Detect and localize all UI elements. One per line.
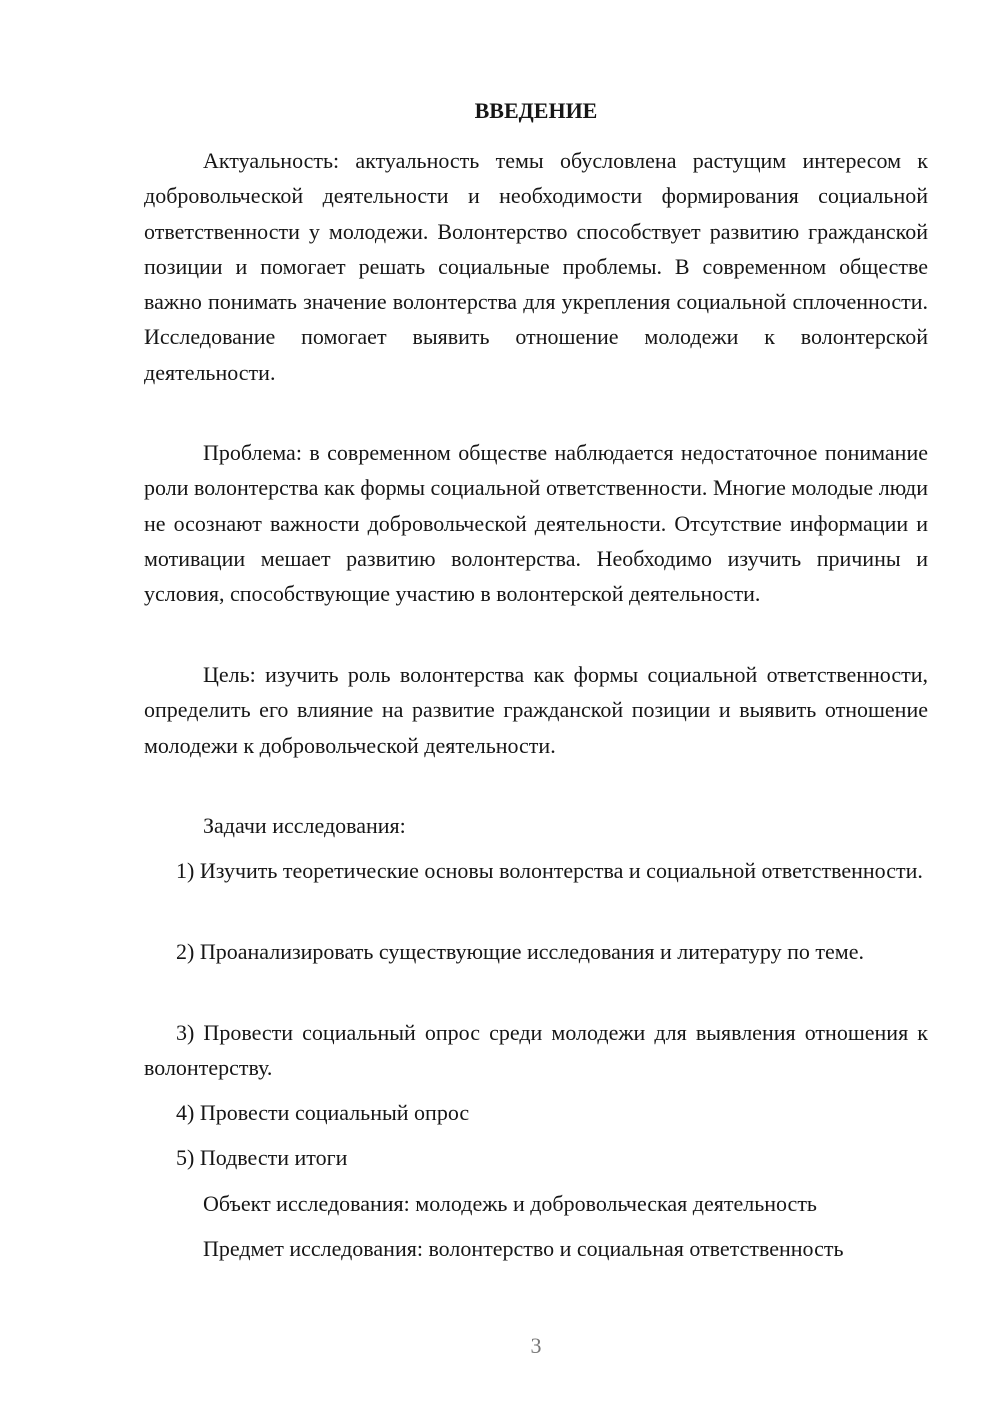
tasks-heading: Задачи исследования: [203, 813, 406, 838]
goal-paragraph: Цель: изучить роль волонтерства как формы социальной ответственности, определить его влияние на развитие гражданской позиции и выявить отношение молодежи к добровольческой деятельности. [144, 662, 928, 758]
relevance-paragraph: Актуальность: актуальность темы обусловлена растущим интересом к добровольческой деятельности и необходимости формирования социальной ответственности у молодежи. Волонтерство способствует развитию гражданской позиции и помогает решать социальные проблемы. В современном обществе важно понимать значение волонтерства для укрепления социальной сплоченности. Исследование помогает выявить отношение молодежи к волонтерской деятельности. [144, 148, 928, 385]
page-number: 3 [530, 1333, 542, 1358]
page-title: ВВЕДЕНИЕ [474, 98, 598, 123]
research-object: Объект исследования: молодежь и добровольческая деятельность [203, 1191, 817, 1216]
task-item-3: 3) Провести социальный опрос среди молодежи для выявления отношения к волонтерству. [144, 1020, 928, 1081]
problem-paragraph: Проблема: в современном обществе наблюдается недостаточное понимание роли волонтерства как формы социальной ответственности. Многие молодые люди не осознают важности добровольческой деятельности. Отсутствие информации и мотивации мешает развитию волонтерства. Необходимо изучить причины и условия, способствующие участию в волонтерской деятельности. [144, 440, 928, 607]
task-item-2: 2) Проанализировать существующие исследования и литературу по теме. [176, 939, 864, 964]
research-subject: Предмет исследования: волонтерство и социальная ответственность [203, 1236, 844, 1261]
task-item-5: 5) Подвести итоги [176, 1145, 348, 1170]
task-item-4: 4) Провести социальный опрос [176, 1100, 470, 1125]
task-item-1: 1) Изучить теоретические основы волонтерства и социальной ответственности. [176, 858, 923, 883]
